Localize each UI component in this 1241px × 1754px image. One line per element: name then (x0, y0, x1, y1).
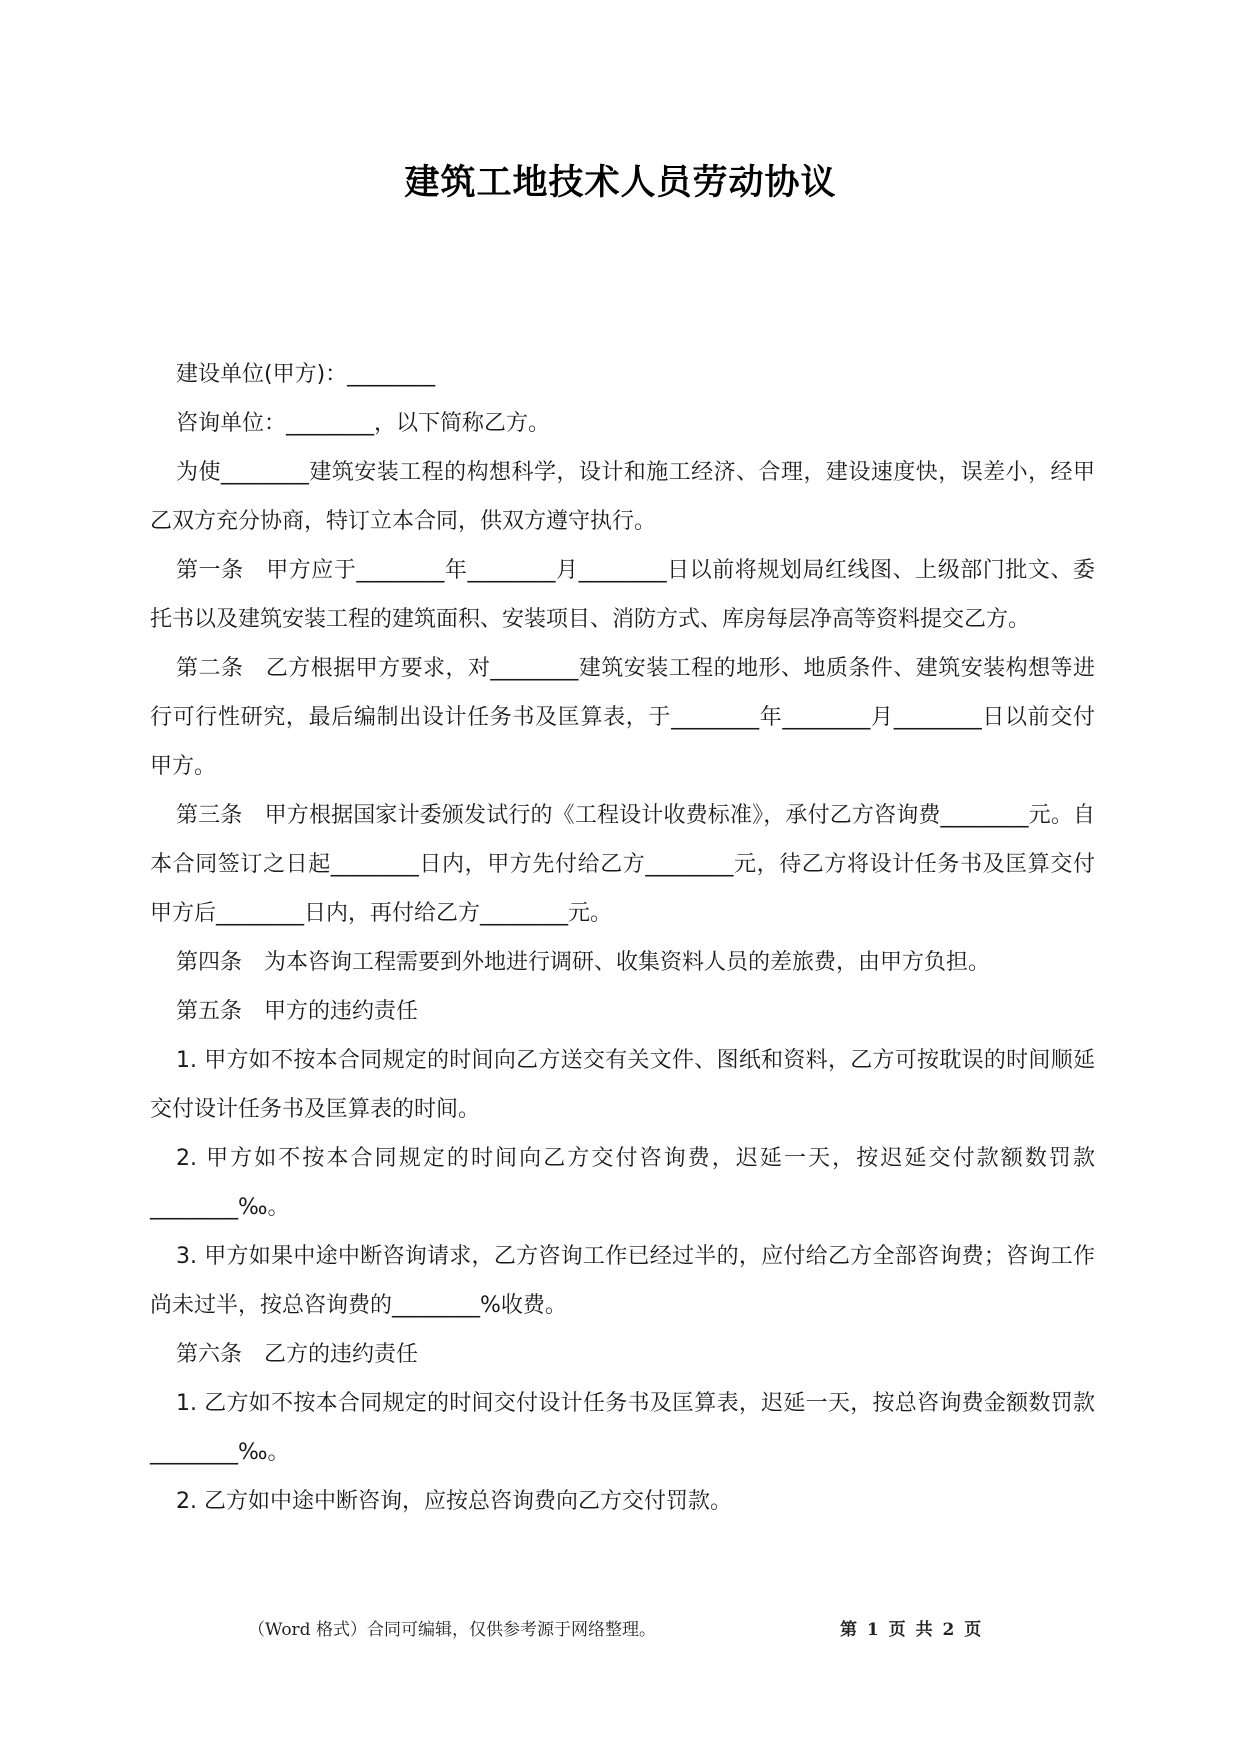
paragraph-article-3: 第三条 甲方根据国家计委颁发试行的《工程设计收费标准》，承付乙方咨询费________元。自本合同签订之日起________日内，甲方先付给乙方________元，待乙方将设计任务书及匡算交付甲方后________日内，再付给乙方________元。 (150, 803, 1095, 926)
paragraph-article-5-item-1: 1. 甲方如不按本合同规定的时间向乙方送交有关文件、图纸和资料，乙方可按耽误的时间顺延交付设计任务书及匡算表的时间。 (150, 1048, 1095, 1122)
paragraph-article-5-item-3: 3. 甲方如果中途中断咨询请求，乙方咨询工作已经过半的，应付给乙方全部咨询费；咨询工作尚未过半，按总咨询费的________%收费。 (150, 1244, 1095, 1318)
paragraph-party-b: 咨询单位：________，以下简称乙方。 (176, 411, 551, 436)
paragraph-article-4: 第四条 为本咨询工程需要到外地进行调研、收集资料人员的差旅费，由甲方负担。 (176, 950, 991, 975)
paragraph-article-6-item-1: 1. 乙方如不按本合同规定的时间交付设计任务书及匡算表，迟延一天，按总咨询费金额数罚款________‰。 (150, 1391, 1095, 1465)
paragraph-article-2: 第二条 乙方根据甲方要求，对________建筑安装工程的地形、地质条件、建筑安装构想等进行可行性研究，最后编制出设计任务书及匡算表，于________年________月________日以前交付甲方。 (150, 656, 1095, 779)
document-body (150, 350, 1095, 1526)
paragraph-article-6-item-2: 2. 乙方如中途中断咨询，应按总咨询费向乙方交付罚款。 (176, 1489, 732, 1514)
paragraph-article-6-heading: 第六条 乙方的违约责任 (176, 1342, 419, 1367)
paragraph-preamble: 为使________建筑安装工程的构想科学，设计和施工经济、合理，建设速度快，误差小，经甲乙双方充分协商，特订立本合同，供双方遵守执行。 (150, 460, 1095, 534)
paragraph-article-5-heading: 第五条 甲方的违约责任 (176, 999, 419, 1024)
page-indicator: 第 1 页 共 2 页 (840, 1620, 984, 1640)
paragraph-party-a: 建设单位(甲方)：________ (176, 362, 436, 387)
paragraph-article-1: 第一条 甲方应于________年________月________日以前将规划局红线图、上级部门批文、委托书以及建筑安装工程的建筑面积、安装项目、消防方式、库房每层净高等资料提交乙方。 (150, 558, 1095, 632)
document-title: 建筑工地技术人员劳动协议 (404, 163, 837, 203)
footer-note: （Word 格式）合同可编辑，仅供参考源于网络整理。 (248, 1620, 656, 1640)
paragraph-article-5-item-2: 2. 甲方如不按本合同规定的时间向乙方交付咨询费，迟延一天，按迟延交付款额数罚款________‰。 (150, 1146, 1095, 1220)
